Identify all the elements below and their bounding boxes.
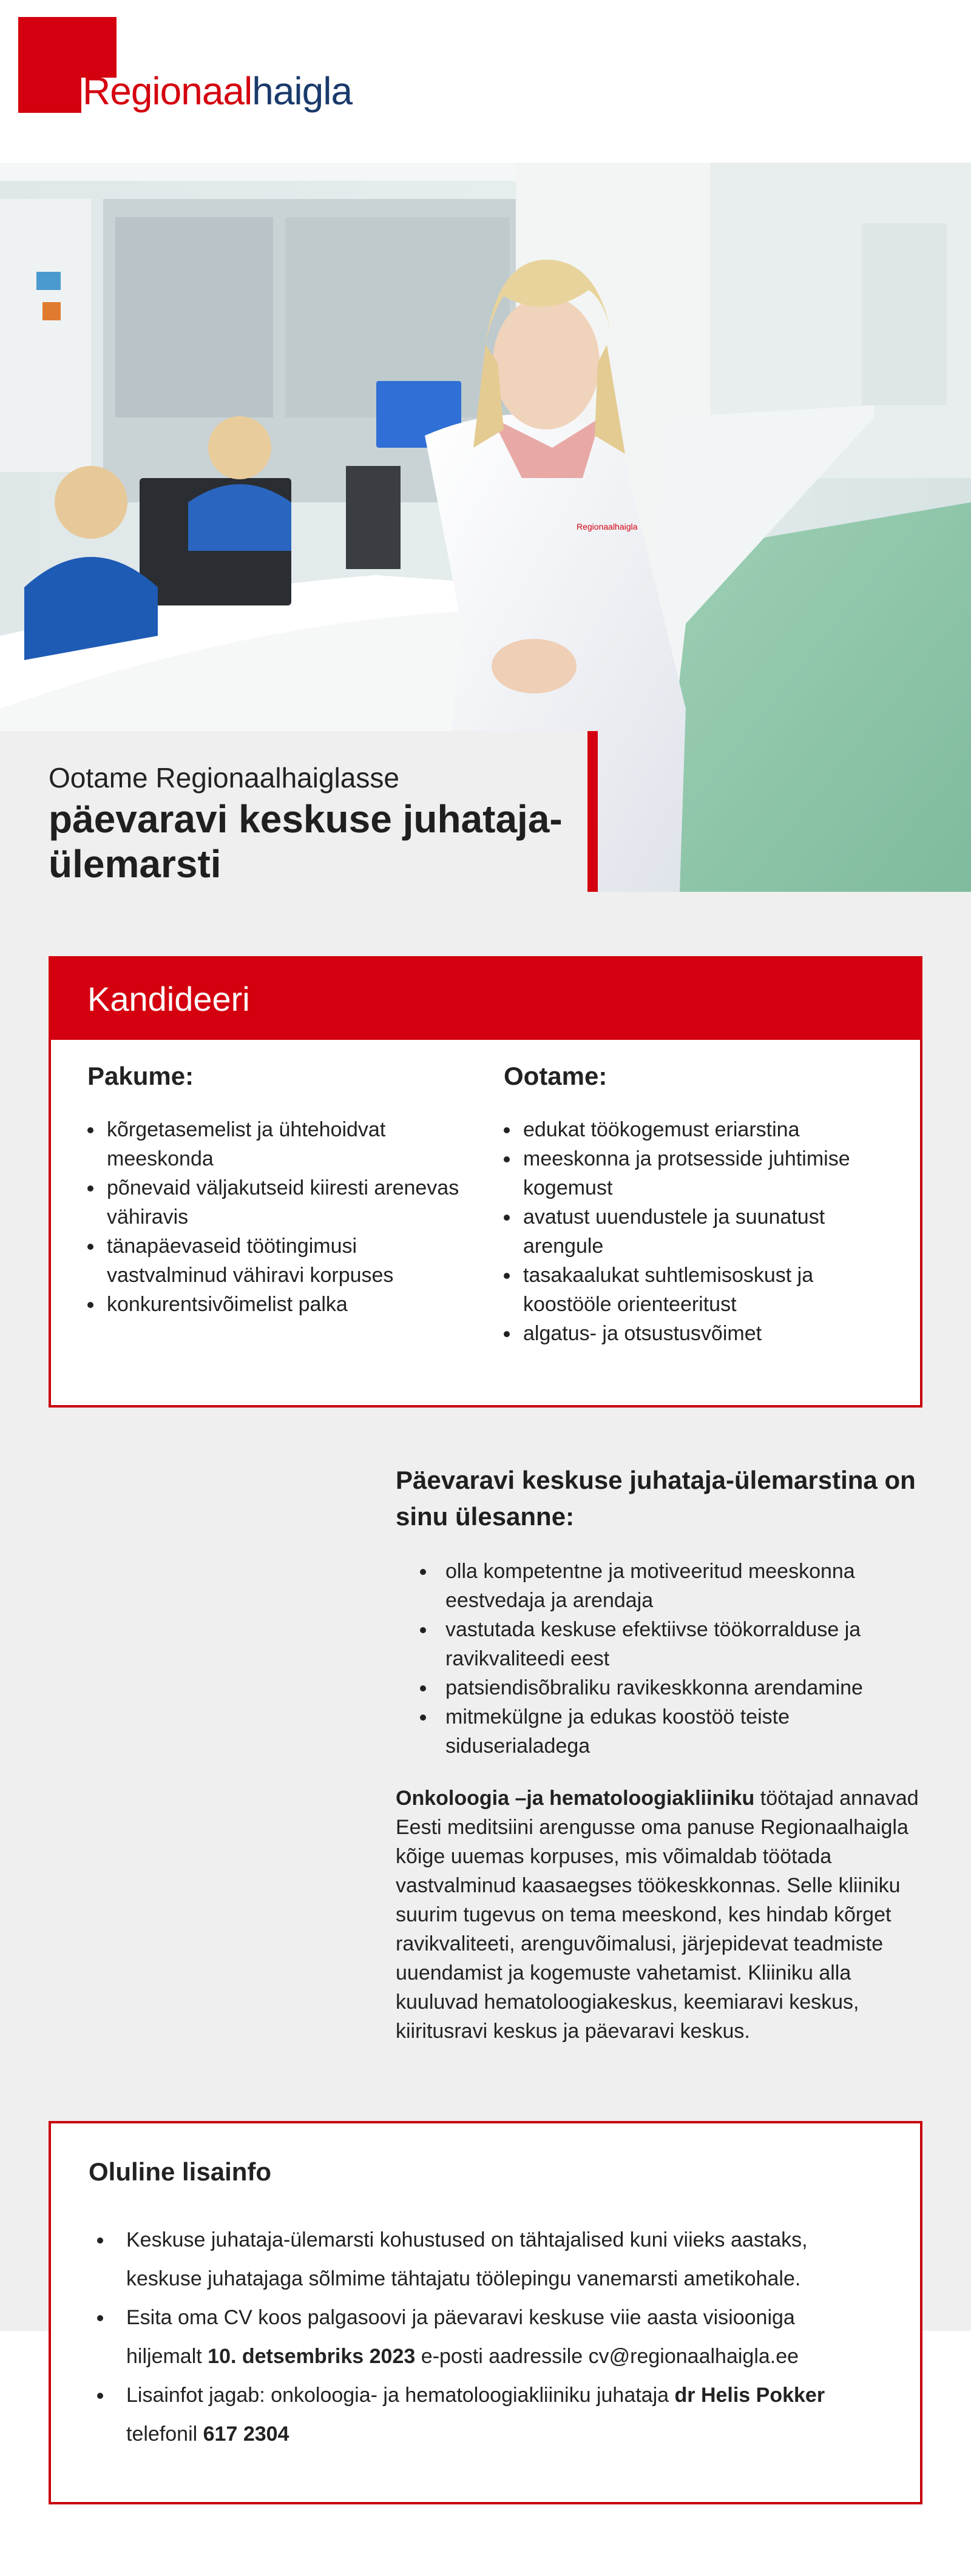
list-item: mitmekülgne ja edukas koostöö teiste siduserialadega: [420, 1702, 930, 1761]
tasks-heading: Päevaravi keskuse juhataja-ülemarstina on sinu ülesanne:: [396, 1466, 916, 1531]
clinic-text: töötajad annavad Eesti meditsiini arengusse oma panuse Regionaalhaigla kõige uuemas korpuses, mis võimaldab töötada vastvalminud kaasaegses töökeskkonnas. Selle kliiniku suurim tugevus on tema meeskond, kes hindab kõrget ravikvaliteeti, arenguvõimalusi, järjepidevat teadmiste uuendamist ja kogemuste vahetamist. Kliiniku alla kuuluvad hematoloogiakeskus, keemiaravi keskus, kiiritusravi keskus ja päevaravi keskus.: [396, 1787, 919, 2043]
clinic-description: [396, 1784, 930, 2046]
tasks-list: [420, 1557, 930, 1761]
info-list: [89, 2220, 865, 2453]
info-card: [49, 2121, 922, 2504]
contact-name: dr Helis Pokker: [674, 2384, 825, 2407]
list-item: [89, 2298, 865, 2376]
apply-button-label: Kandideeri: [87, 980, 250, 1018]
page-header: [0, 0, 971, 163]
list-item: edukat töökogemust eriarstina: [504, 1115, 892, 1144]
title-accent-bar: [587, 731, 598, 892]
list-item: vastutada keskuse efektiivse töökorralduse ja ravikvaliteedi eest: [420, 1615, 930, 1673]
title-box: [0, 731, 598, 892]
offer-heading: Pakume:: [87, 1062, 194, 1090]
deadline: 10. detsembriks 2023: [208, 2345, 416, 2368]
expect-list: [504, 1115, 892, 1348]
coat-logo: Regionaalhaigla: [577, 522, 638, 531]
list-item: põnevaid väljakutseid kiiresti arenevas vähiravis: [87, 1173, 476, 1232]
list-item: Keskuse juhataja-ülemarsti kohustused on tähtajalised kuni viieks aastaks, keskuse juhatajaga sõlmime tähtajatu töölepingu vanemarsti ametikohale.: [89, 2220, 865, 2298]
contact-phone: 617 2304: [203, 2423, 289, 2446]
list-item: algatus- ja otsustusvõimet: [504, 1319, 892, 1348]
info-heading: Oluline lisainfo: [89, 2157, 272, 2186]
offer-column: [87, 1062, 476, 1319]
list-item: [89, 2376, 865, 2453]
offer-list: [87, 1115, 476, 1319]
list-item: olla kompetentne ja motiveeritud meeskonna eestvedaja ja arendaja: [420, 1557, 930, 1615]
list-item: konkurentsivõimelist palka: [87, 1290, 476, 1319]
apply-card: [49, 956, 922, 1408]
list-item: avatust uuendustele ja suunatust arengule: [504, 1202, 892, 1261]
clinic-name: Onkoloogia –ja hematoloogiakliiniku: [396, 1787, 755, 1810]
tasks-section: [396, 1462, 930, 2046]
logo-wordmark: Regionaalhaigla: [83, 69, 353, 113]
list-item: meeskonna ja protsesside juhtimise kogemust: [504, 1144, 892, 1202]
expect-heading: Ootame:: [504, 1062, 607, 1090]
info-text: telefonil: [126, 2423, 203, 2446]
apply-button[interactable]: [49, 956, 922, 1040]
list-item: patsiendisõbraliku ravikeskkonna arendamine: [420, 1673, 930, 1702]
page-title: päevaravi keskuse juhataja-ülemarsti: [49, 797, 563, 886]
title-subtitle: Ootame Regionaalhaiglasse: [49, 762, 399, 794]
list-item: tasakaalukat suhtlemisoskust ja koostööle orienteeritust: [504, 1261, 892, 1319]
info-text: Esita oma CV koos palgasoovi ja päevaravi keskuse viie aasta visiooniga hiljemalt: [126, 2306, 795, 2368]
list-item: tänapäevaseid töötingimusi vastvalminud vähiravi korpuses: [87, 1232, 476, 1290]
info-email-text: e-posti aadressile cv@regionaalhaigla.ee: [415, 2345, 799, 2368]
list-item: kõrgetasemelist ja ühtehoidvat meeskonda: [87, 1115, 476, 1173]
info-text: Lisainfot jagab: onkoloogia- ja hematoloogiakliiniku juhataja: [126, 2384, 675, 2407]
expect-column: [504, 1062, 892, 1348]
